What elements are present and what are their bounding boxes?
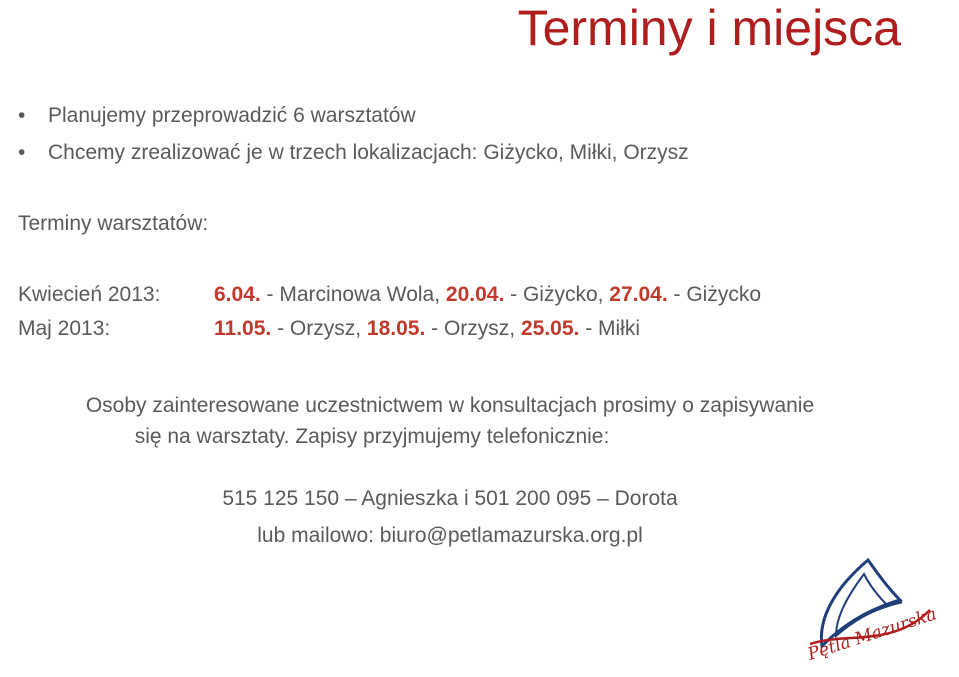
info-line: Osoby zainteresowane uczestnictwem w konsultacjach prosimy o zapisywanie: [85, 394, 815, 417]
schedule-date: 6.04.: [214, 283, 261, 306]
bullet-dot: •: [18, 141, 26, 164]
schedule-place: - Marcinowa Wola,: [260, 283, 446, 306]
contact-email-line: lub mailowo: biuro@petlamazurska.org.pl: [257, 524, 643, 547]
schedule-place: - Giżycko: [667, 283, 762, 306]
schedule-place: - Orzysz,: [271, 317, 367, 340]
bullet-list: [18, 97, 689, 171]
contact-phone-line: 515 125 150 – Agnieszka i 501 200 095 – Dorota: [222, 487, 678, 510]
schedule-row-april: [18, 280, 761, 310]
schedule-place: - Giżycko,: [504, 283, 610, 306]
schedule-place: - Miłki: [579, 317, 641, 340]
terms-heading: Terminy warsztatów:: [18, 212, 209, 235]
schedule-date: 18.05.: [366, 317, 426, 340]
schedule-month: Kwiecień 2013:: [18, 283, 161, 306]
schedule-date: 20.04.: [445, 283, 505, 306]
schedule-place: - Orzysz,: [425, 317, 521, 340]
logo-text: Pętla Mazurska: [805, 604, 940, 665]
schedule-date: 27.04.: [609, 283, 668, 306]
schedule-date: 11.05.: [214, 317, 272, 340]
bullet-text: Planujemy przeprowadzić 6 warsztatów: [48, 104, 416, 127]
bullet-item: [18, 97, 689, 134]
schedule-row-may: [18, 314, 640, 344]
schedule-month: Maj 2013:: [18, 317, 111, 340]
bullet-item: [18, 134, 689, 171]
page-title: Terminy i miejsca: [517, 0, 901, 56]
bullet-dot: •: [18, 104, 26, 127]
bullet-text: Chcemy zrealizować je w trzech lokalizacjach: Giżycko, Miłki, Orzysz: [48, 141, 689, 164]
info-line: się na warsztaty. Zapisy przyjmujemy telefonicznie:: [134, 425, 610, 448]
schedule-date: 25.05.: [520, 317, 580, 340]
petla-mazurska-logo: [780, 548, 955, 673]
